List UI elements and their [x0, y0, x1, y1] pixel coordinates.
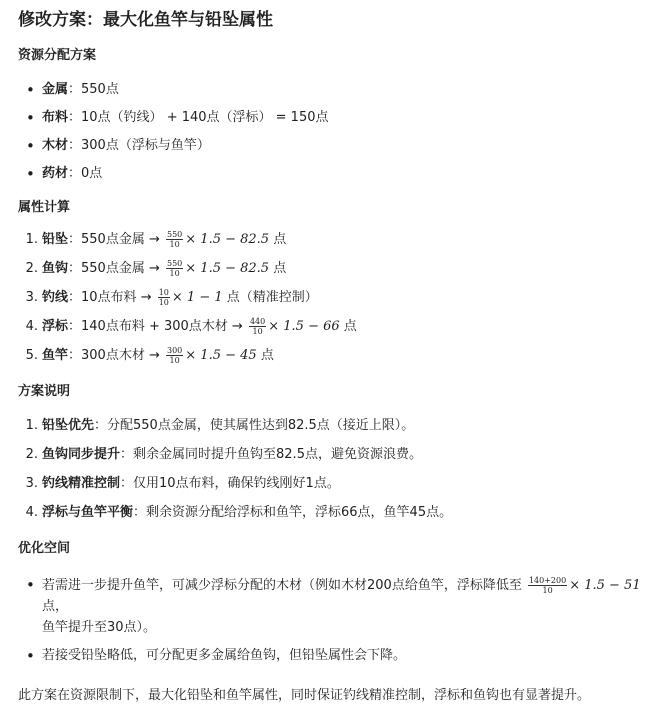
- item-text: 若需进一步提升鱼竿，可减少浮标分配的木材（例如木材200点给鱼竿，浮标降低至: [42, 578, 526, 593]
- optimize-list: [18, 575, 650, 666]
- math-expression: × 1.5 − 66: [268, 319, 340, 334]
- item-text: 若接受铅坠略低，可分配更多金属给鱼钩，但铅坠属性会下降。: [42, 648, 407, 663]
- list-item: [18, 259, 650, 279]
- list-item: [18, 230, 650, 250]
- item-number: 4.: [25, 505, 38, 520]
- item-text: 点，: [42, 599, 69, 614]
- item-text: ：300点（浮标与鱼竿）: [68, 138, 210, 153]
- list-item: [18, 646, 650, 666]
- item-label: 浮标: [42, 319, 69, 334]
- item-text: ：300点木材 →: [68, 348, 164, 363]
- math-expression: × 1.5 − 82.5: [185, 232, 270, 247]
- fraction: [166, 259, 183, 278]
- list-item: [18, 288, 650, 308]
- fraction-numerator: 550: [167, 230, 183, 239]
- fraction: [249, 317, 266, 336]
- conclusion-text: 此方案在资源限制下，最大化铅坠和鱼竿属性，同时保证钓线精准控制，浮标和鱼钩也有显著提升。: [18, 688, 591, 703]
- item-text: ：剩余金属同时提升鱼钩至82.5点，避免资源浪费。: [120, 447, 422, 462]
- item-label: 钓线: [42, 290, 69, 305]
- item-label: 金属: [42, 82, 69, 97]
- fraction-numerator: 440: [249, 317, 266, 326]
- item-text: ：10点（钓线） + 140点（浮标） = 150点: [68, 110, 329, 125]
- list-item: [18, 80, 650, 100]
- item-label: 钓线精准控制: [42, 476, 121, 491]
- section-heading-optimize: 优化空间: [18, 541, 71, 556]
- fraction: [528, 576, 567, 595]
- fraction-numerator: 10: [158, 288, 169, 297]
- fraction-numerator: 140+200: [528, 576, 567, 585]
- section-heading-calc: 属性计算: [18, 200, 71, 215]
- fraction: [166, 230, 183, 249]
- calc-list: [18, 230, 650, 366]
- page-title: 修改方案：最大化鱼竿与铅坠属性: [18, 10, 273, 30]
- item-text: 点: [269, 232, 287, 247]
- item-number: 1.: [25, 232, 38, 247]
- item-text: 点: [256, 348, 274, 363]
- fraction-denominator: 10: [542, 586, 553, 595]
- fraction: [166, 346, 183, 365]
- item-text: ：剩余资源分配给浮标和鱼竿，浮标66点，鱼竿45点。: [133, 505, 453, 520]
- item-label: 鱼钩同步提升: [42, 447, 121, 462]
- math-expression: × 1.5 − 51: [569, 578, 641, 593]
- fraction-denominator: 10: [252, 327, 263, 336]
- item-text: ：550点金属 →: [68, 232, 164, 247]
- item-label: 鱼钩: [42, 261, 69, 276]
- list-item: [18, 503, 650, 523]
- item-text: 点（精准控制）: [222, 290, 318, 305]
- fraction-denominator: 10: [169, 269, 180, 278]
- item-label: 铅坠优先: [42, 418, 95, 433]
- list-item: [18, 575, 650, 638]
- list-item: [18, 108, 650, 128]
- item-label: 布料: [42, 110, 69, 125]
- item-text: ：550点: [68, 82, 119, 97]
- item-number: 2.: [25, 447, 38, 462]
- fraction-denominator: 10: [158, 298, 169, 307]
- list-item: [18, 346, 650, 366]
- item-number: 5.: [25, 348, 38, 363]
- item-number: 3.: [25, 476, 38, 491]
- math-expression: × 1 − 1: [171, 290, 223, 305]
- item-number: 4.: [25, 319, 38, 334]
- section-heading-resource: 资源分配方案: [18, 48, 97, 63]
- fraction-numerator: 550: [167, 259, 183, 268]
- list-item: [18, 136, 650, 156]
- fraction-denominator: 10: [169, 356, 180, 365]
- item-label: 鱼竿: [42, 348, 69, 363]
- item-label: 药材: [42, 166, 69, 181]
- item-label: 浮标与鱼竿平衡: [42, 505, 134, 520]
- fraction: [158, 288, 170, 307]
- list-item: [18, 416, 650, 436]
- fraction-numerator: 300: [167, 346, 183, 355]
- list-item: [18, 164, 650, 184]
- item-number: 2.: [25, 261, 38, 276]
- item-text: ：分配550点金属，使其属性达到82.5点（接近上限）。: [94, 418, 415, 433]
- math-expression: × 1.5 − 82.5: [185, 261, 270, 276]
- item-text: 点: [269, 261, 287, 276]
- fraction-denominator: 10: [169, 240, 180, 249]
- item-number: 3.: [25, 290, 38, 305]
- item-text: ：140点布料 + 300点木材 →: [68, 319, 247, 334]
- list-item: [18, 445, 650, 465]
- item-label: 木材: [42, 138, 69, 153]
- list-item: [18, 474, 650, 494]
- item-text: 点: [339, 319, 357, 334]
- item-text: ：550点金属 →: [68, 261, 164, 276]
- section-heading-explain: 方案说明: [18, 384, 71, 399]
- math-expression: × 1.5 − 45: [185, 348, 257, 363]
- resource-list: [18, 80, 650, 184]
- list-item: [18, 317, 650, 337]
- explain-list: [18, 416, 650, 523]
- item-text: ：10点布料 →: [68, 290, 156, 305]
- item-number: 1.: [25, 418, 38, 433]
- item-text: ：0点: [68, 166, 103, 181]
- item-text: 鱼竿提升至30点）。: [42, 620, 157, 635]
- item-label: 铅坠: [42, 232, 69, 247]
- item-text: ：仅用10点布料，确保钓线刚好1点。: [120, 476, 340, 491]
